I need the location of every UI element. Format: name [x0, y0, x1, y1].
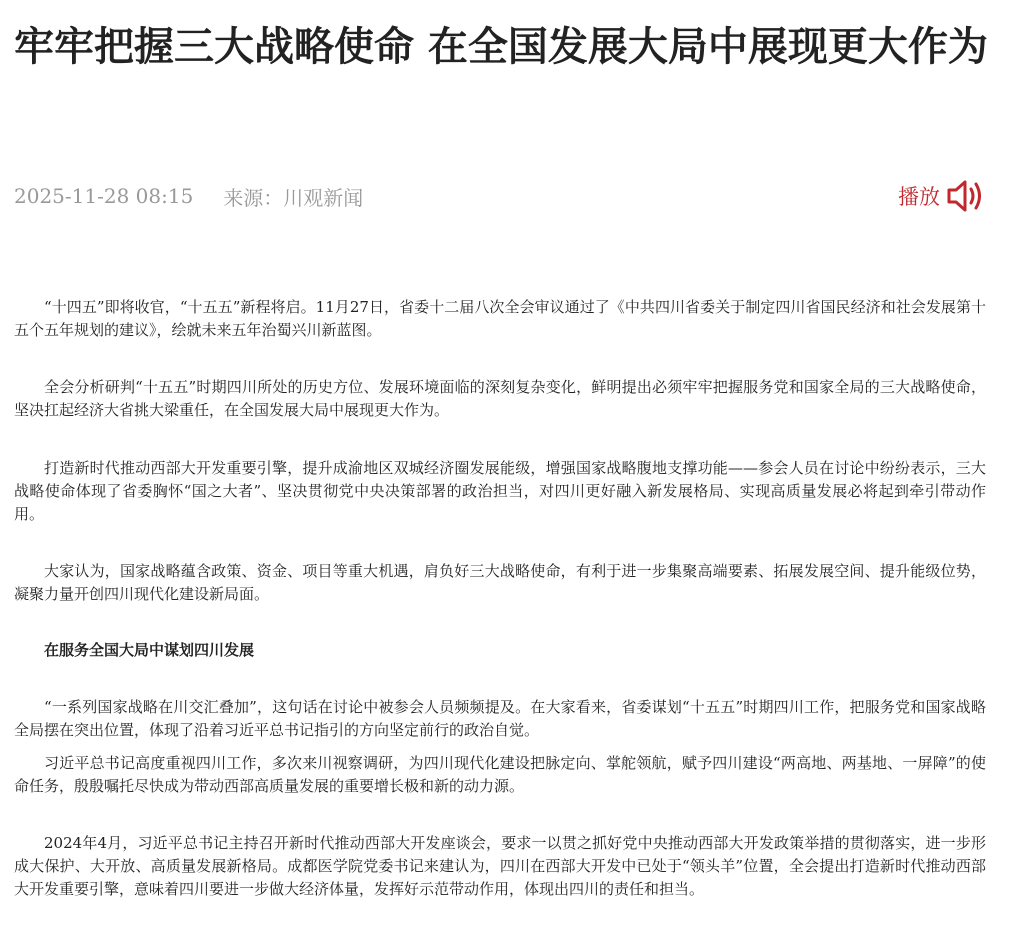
paragraph-2: 全会分析研判“十五五”时期四川所处的历史方位、发展环境面临的深刻复杂变化，鲜明提出必须牢牢把握服务党和国家全局的三大战略使命，坚决扛起经济大省挑大梁重任，在全国发展大局中展现更大作为。 — [14, 378, 986, 419]
paragraph-1: “十四五”即将收官，“十五五”新程将启。11月27日，省委十二届八次全会审议通过了《中共四川省委关于制定四川省国民经济和社会发展第十五个五年规划的建议》，绘就未来五年治蜀兴川新蓝图。 — [14, 298, 986, 339]
article-title: 牢牢把握三大战略使命 在全国发展大局中展现更大作为 — [14, 23, 988, 70]
article-source: 来源：川观新闻 — [223, 185, 364, 210]
paragraph-3: 打造新时代推动西部大开发重要引擎，提升成渝地区双城经济圈发展能级，增强国家战略腹地支撑功能——参会人员在讨论中纷纷表示，三大战略使命体现了省委胸怀“国之大者”、坚决贯彻党中央决策部署的政治担当，对四川更好融入新发展格局、实现高质量发展必将起到牵引带动作用。 — [14, 459, 986, 523]
paragraph-5: “一系列国家战略在川交汇叠加”，这句话在讨论中被参会人员频频提及。在大家看来，省委谋划“十五五”时期四川工作，把服务党和国家战略全局摆在突出位置，体现了沿着习近平总书记指引的方向坚定前行的政治自觉。 — [14, 698, 986, 739]
publish-date: 2025-11-28 08:15 — [14, 184, 194, 208]
section-subheading: 在服务全国大局中谋划四川发展 — [44, 641, 255, 659]
play-audio-button[interactable] — [898, 176, 986, 216]
paragraph-4: 大家认为，国家战略蕴含政策、资金、项目等重大机遇，肩负好三大战略使命，有利于进一步集聚高端要素、拓展发展空间、提升能级位势，凝聚力量开创四川现代化建设新局面。 — [14, 562, 986, 603]
article-meta — [14, 180, 363, 212]
speaker-icon — [946, 177, 986, 215]
paragraph-6: 习近平总书记高度重视四川工作，多次来川视察调研，为四川现代化建设把脉定向、掌舵领航，赋予四川建设“两高地、两基地、一屏障”的使命任务，殷殷嘱托尽快成为带动西部高质量发展的重要增长极和新的动力源。 — [14, 754, 986, 795]
paragraph-7: 2024年4月，习近平总书记主持召开新时代推动西部大开发座谈会，要求一以贯之抓好党中央推动西部大开发政策举措的贯彻落实，进一步形成大保护、大开放、高质量发展新格局。成都医学院党委书记来建认为，四川在西部大开发中已处于“领头羊”位置，全会提出打造新时代推动西部大开发重要引擎，意味着四川要进一步做大经济体量，发挥好示范带动作用，体现出四川的责任和担当。 — [14, 834, 986, 898]
play-label: 播放 — [898, 185, 940, 209]
